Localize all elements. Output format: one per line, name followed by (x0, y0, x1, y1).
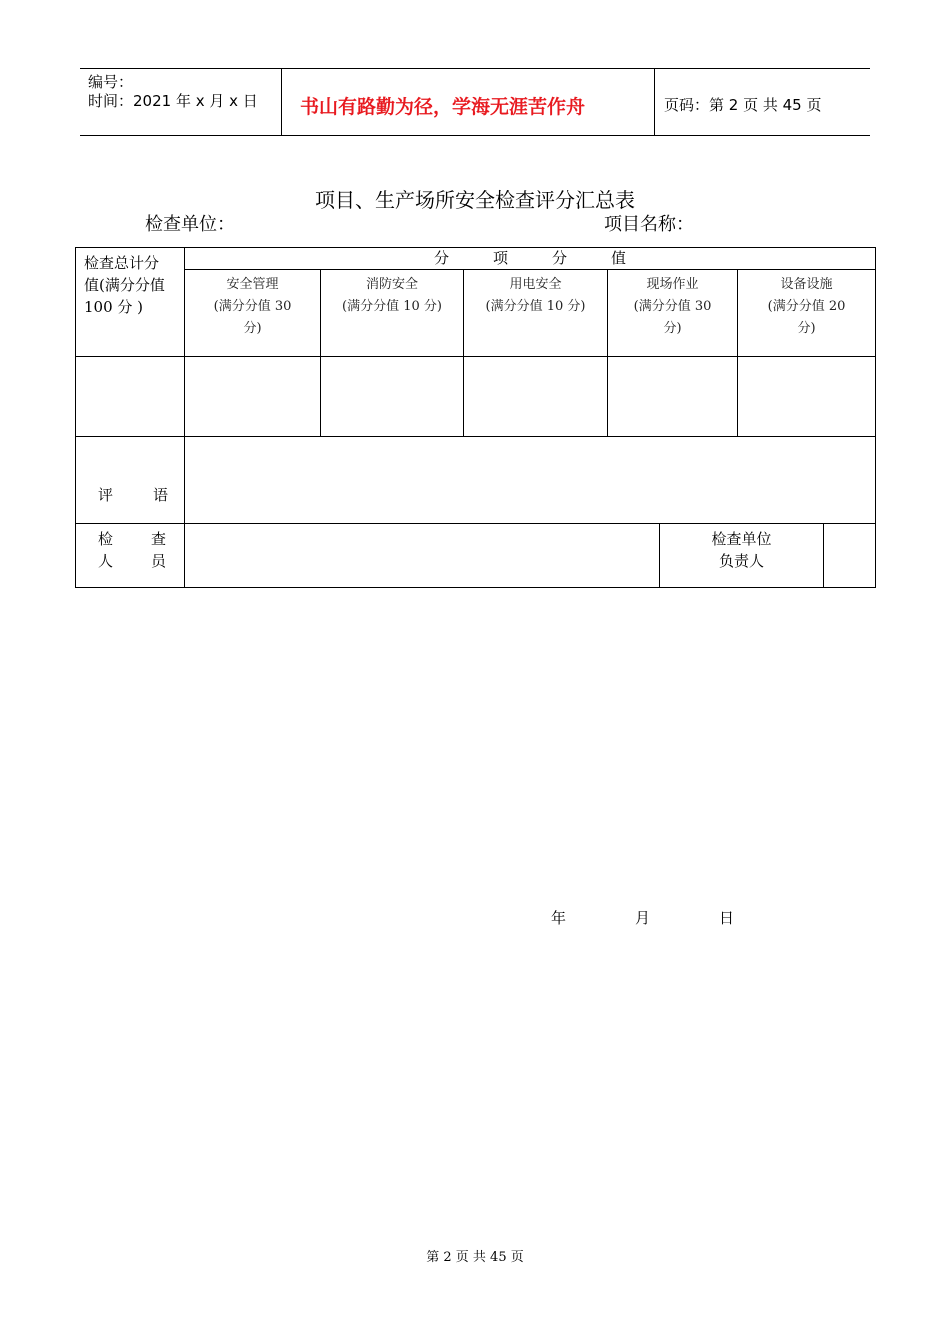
score-summary-table (75, 247, 876, 588)
project-name-label: 项目名称： (604, 214, 694, 235)
unit-head-label: 检查单位 负责人 (660, 524, 824, 588)
page-footer: 第 2 页 共 45 页 (426, 1250, 524, 1265)
date-year: 年 (551, 909, 567, 927)
date-day: 日 (719, 909, 735, 927)
unit-head-cell[interactable] (824, 524, 876, 588)
subscore-char: 项 (493, 249, 509, 267)
score-cell-electrical-safety[interactable] (464, 357, 608, 437)
time-label: 时间：2021 年 x 月 x 日 (88, 92, 258, 110)
score-cell-safety-management[interactable] (185, 357, 321, 437)
subscore-char: 分 (552, 249, 568, 267)
total-score-header-line3: 100 分 ) (84, 298, 144, 316)
total-score-header-line2: 值(满分分值 (84, 276, 165, 294)
header-top-rule (80, 68, 870, 69)
date-month: 月 (635, 909, 651, 927)
total-score-header (76, 248, 185, 357)
subscore-char: 值 (611, 249, 627, 267)
header-bottom-rule (80, 135, 870, 136)
total-score-header-line1: 检查总计分 (84, 254, 160, 272)
comment-label: 评 语 (76, 437, 185, 524)
inspector-label: 检 查 人 员 (76, 524, 185, 588)
motto: 书山有路勤为径，学海无涯苦作舟 (300, 96, 586, 118)
category-site-operations: 现场作业 (满分分值 30 分) (608, 270, 738, 357)
category-electrical-safety: 用电安全 (满分分值 10 分) (464, 270, 608, 357)
score-cell-equipment-facilities[interactable] (738, 357, 876, 437)
header-divider-1 (281, 68, 282, 136)
document-title: 项目、生产场所安全检查评分汇总表 (315, 188, 635, 212)
category-safety-management: 安全管理 (满分分值 30 分) (185, 270, 321, 357)
serial-label: 编号： (88, 73, 134, 91)
category-equipment-facilities: 设备设施 (满分分值 20 分) (738, 270, 876, 357)
comment-cell[interactable] (185, 437, 876, 524)
category-fire-safety: 消防安全 (满分分值 10 分) (321, 270, 464, 357)
total-score-cell[interactable] (76, 357, 185, 437)
score-cell-fire-safety[interactable] (321, 357, 464, 437)
inspect-unit-label: 检查单位： (145, 214, 235, 235)
subscore-char: 分 (433, 249, 449, 267)
subscore-header (185, 248, 876, 270)
score-cell-site-operations[interactable] (608, 357, 738, 437)
inspector-cell[interactable] (185, 524, 660, 588)
page-info: 页码：第 2 页 共 45 页 (664, 96, 822, 114)
header-divider-2 (654, 68, 655, 136)
